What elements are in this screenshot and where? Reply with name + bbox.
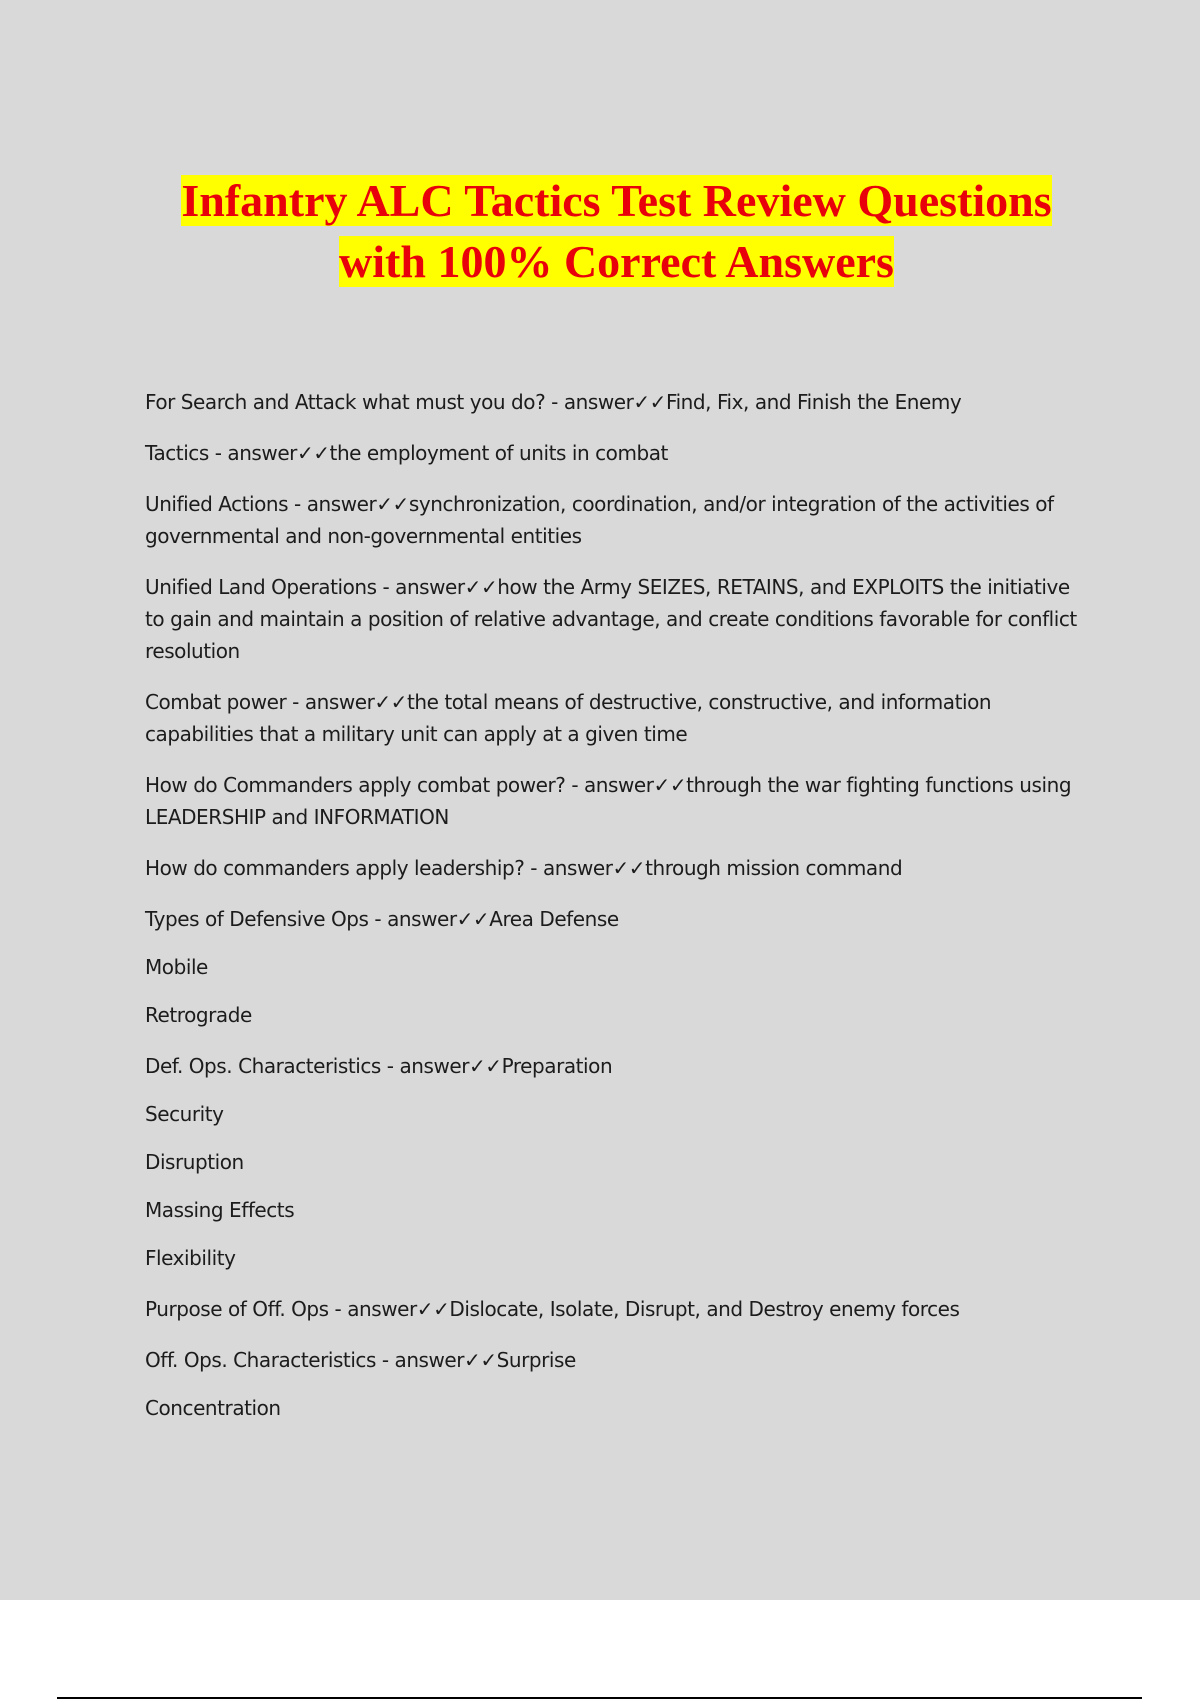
list-item-security: Security <box>145 1102 224 1126</box>
qa-entry-unified-land-operations: Unified Land Operations - answer✓✓how the Army SEIZES, RETAINS, and EXPLOITS the initiative to gain and maintain a position of relative advantage, and create conditions favorable for conflict resolution <box>145 575 1077 663</box>
qa-entry-defensive-ops-types: Types of Defensive Ops - answer✓✓Area Defense <box>145 907 619 931</box>
qa-entry-unified-actions: Unified Actions - answer✓✓synchronization, coordination, and/or integration of the activities of governmental and non-governmental entities <box>145 492 1054 548</box>
qa-entry-purpose-off-ops: Purpose of Off. Ops - answer✓✓Dislocate, Isolate, Disrupt, and Destroy enemy forces <box>145 1297 960 1321</box>
next-page-top-rule <box>57 1697 1142 1699</box>
qa-entry-apply-combat-power: How do Commanders apply combat power? - answer✓✓through the war fighting functions using LEADERSHIP and INFORMATION <box>145 773 1072 829</box>
list-item-mobile: Mobile <box>145 955 208 979</box>
qa-entry-search-and-attack: For Search and Attack what must you do? - answer✓✓Find, Fix, and Finish the Enemy <box>145 390 962 414</box>
title-line-1: Infantry ALC Tactics Test Review Questions <box>181 175 1052 226</box>
list-item-flexibility: Flexibility <box>145 1246 236 1270</box>
qa-entry-apply-leadership: How do commanders apply leadership? - answer✓✓through mission command <box>145 856 903 880</box>
qa-list <box>145 386 1085 1443</box>
list-item-disruption: Disruption <box>145 1150 244 1174</box>
list-item-concentration: Concentration <box>145 1396 281 1420</box>
title-line-2: with 100% Correct Answers <box>339 236 894 287</box>
list-item-massing-effects: Massing Effects <box>145 1198 295 1222</box>
qa-entry-combat-power: Combat power - answer✓✓the total means of destructive, constructive, and information capabilities that a military unit can apply at a given time <box>145 690 992 746</box>
qa-entry-off-ops-characteristics: Off. Ops. Characteristics - answer✓✓Surprise <box>145 1348 576 1372</box>
list-item-retrograde: Retrograde <box>145 1003 252 1027</box>
qa-entry-tactics: Tactics - answer✓✓the employment of units in combat <box>145 441 668 465</box>
qa-entry-def-ops-characteristics: Def. Ops. Characteristics - answer✓✓Preparation <box>145 1054 613 1078</box>
document-title <box>0 170 1200 292</box>
page-gap <box>0 1600 1200 1700</box>
